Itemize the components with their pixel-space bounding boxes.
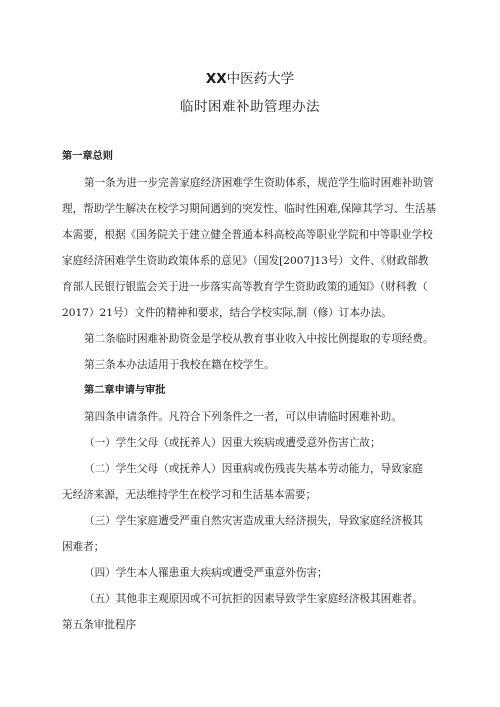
art1-line-1: 第一条为进一步完善家庭经济困难学生资助体系，规范学生临时困难补助管 [84, 177, 434, 189]
art1-line-2: 理，帮助学生解决在校学习期间遇到的突发性、临时性困难,保障其学习、生活基 [62, 203, 437, 215]
item-2-line-2: 无经济来源，无法维持学生在校学习和生活基本需要； [62, 489, 317, 501]
art2: 第二条临时困难补助资金是学校从教育事业收入中按比例提取的专项经费。 [84, 333, 434, 345]
art1-line-6: 2017）21号）文件的精神和要求，结合学校实际,制（修）订本办法。 [62, 307, 392, 319]
chapter-2-heading: 第二章申请与审批 [84, 385, 166, 396]
art3: 第三条本办法适用于我校在籍在校学生。 [84, 359, 275, 371]
art4: 第四条申请条件。凡符合下列条件之一者，可以申请临时困难补助。 [84, 411, 402, 423]
document-title: 临时困难补助管理办法 [180, 99, 320, 115]
art1-line-4: 家庭经济困难学生资助政策体系的意见》（国发[2007]13号）文件、《财政部教 [62, 255, 429, 267]
item-3-line-1: （三）学生家庭遭受严重自然灾害造成重大经济损失，导致家庭经济极其 [84, 515, 423, 527]
item-2-line-1: （二）学生父母（或抚养人）因重病或伤残丧失基本劳动能力，导致家庭 [84, 463, 423, 475]
item-1: （一）学生父母（或抚养人）因重大疾病或遭受意外伤害亡故； [84, 437, 381, 449]
item-3-line-2: 困难者； [62, 541, 105, 553]
item-4: （四）学生本人罹患重大疾病或遭受严重意外伤害； [84, 567, 328, 579]
university-name: 中医药大学 [226, 71, 295, 87]
university-prefix: XX [205, 71, 227, 87]
art1-line-5: 育部人民银行银监会关于进一步落实高等教育学生资助政策的通知》（财科教（ [62, 281, 428, 293]
art5: 第五条审批程序 [62, 619, 137, 631]
chapter-1-heading: 第一章总则 [62, 151, 113, 162]
item-5: （五）其他非主观原因或不可抗拒的因素导致学生家庭经济极其困难者。 [84, 593, 423, 605]
art1-line-3: 本需要，根据《国务院关于建立健全普通本科高校高等职业学院和中等职业学校 [62, 229, 433, 241]
document-university [0, 70, 500, 88]
